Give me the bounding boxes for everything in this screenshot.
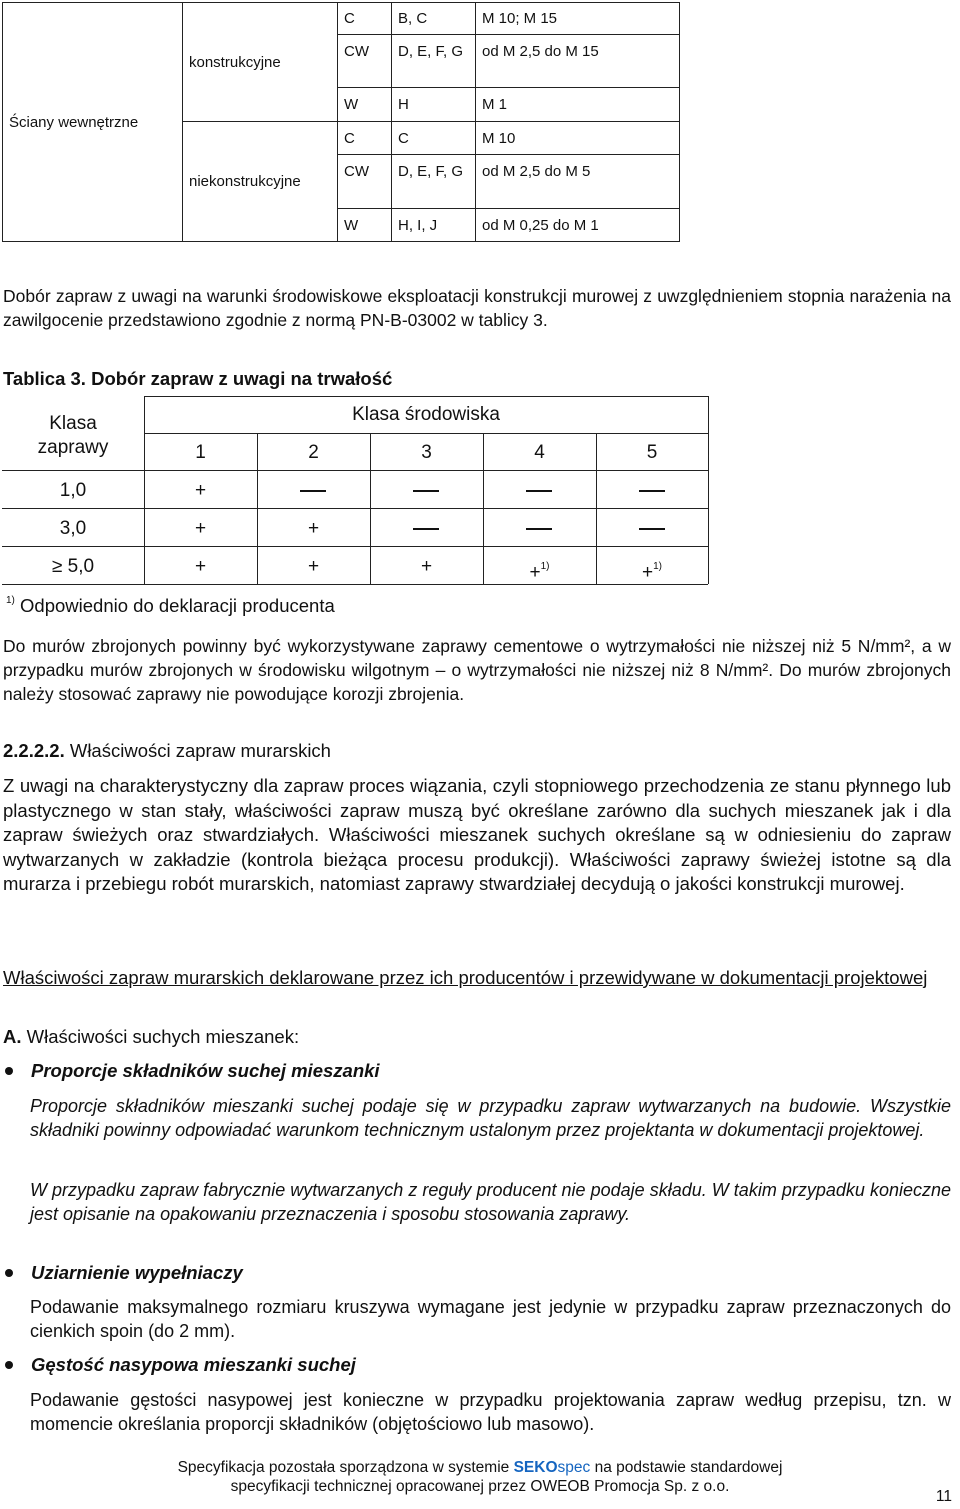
env-col-header: 2 [308,442,319,463]
table-cell: + [307,556,320,577]
sekospec-logo [514,1459,591,1476]
section-number: 2.2.2.2. [3,740,65,761]
table-cell: CW [338,155,392,209]
dash-mark [413,528,439,530]
bullet-paragraph: Podawanie maksymalnego rozmiaru kruszywa wymagane jest jedynie w przypadku zapraw przeznaczonych do cienkich spoin (do 2 mm). [30,1297,951,1341]
table-rule [144,396,708,397]
footnote-mark: 1) [6,595,15,606]
table-rule [2,508,708,509]
table-cell: C [338,122,392,155]
table-rule [2,546,708,547]
bullet-icon [5,1269,13,1277]
footer-text: na podstawie standardowej [594,1459,783,1476]
table-cell: D, E, F, G [392,155,476,209]
bullet-icon [5,1361,13,1369]
table-rule [2,584,708,585]
dash-mark [639,528,665,530]
row-label: 3,0 [59,518,87,539]
footer-text: Specyfikacja pozostała sporządzona w systemie [177,1459,510,1476]
declared-properties-heading: Właściwości zapraw murarskich deklarowane przez ich producentów i przewidywane w dokumentacji projektowej [3,967,928,988]
dash-mark [526,490,552,492]
table3-caption: Tablica 3. Dobór zapraw z uwagi na trwałość [3,368,393,389]
table-cell: M 10 [476,122,680,155]
table-cell: od M 2,5 do M 5 [476,155,680,209]
group-name-cell: niekonstrukcyjne [183,122,338,242]
row-label: ≥ 5,0 [51,556,95,577]
table-cell: M 10; M 15 [476,3,680,35]
env-col-header: 5 [646,442,658,463]
subsection-heading [3,1026,299,1048]
footnote-ref: 1) [653,561,662,572]
table-cell: C [338,3,392,35]
page-number: 11 [935,1488,952,1505]
table-rule [708,396,709,584]
subsection-letter: A. [3,1026,22,1047]
header-class-cell: Klasa zaprawy [37,413,109,458]
footnote-text: Odpowiednio do deklaracji producenta [20,595,335,616]
table-cell: + [307,518,320,539]
durability-table [2,396,708,590]
intro-paragraph: Dobór zapraw z uwagi na warunki środowiskowe eksploatacji konstrukcji murowej z uwzględnieniem stopnia narażenia na zawilgocenie przedstawiono zgodnie z normą PN-B-03002 w tablicy 3. [3,286,951,330]
section-title: Właściwości zapraw murarskich [69,740,331,761]
table-cell: C [392,122,476,155]
table-cell: W [338,88,392,122]
dash-mark [300,490,326,492]
env-col-header: 1 [195,442,206,463]
table-cell: od M 2,5 do M 15 [476,35,680,88]
bullet-title: Proporcje składników suchej mieszanki [31,1060,380,1081]
bullet-paragraph: Proporcje składników mieszanki suchej podaje się w przypadku zapraw wytwarzanych na budowie. Wszystkie składniki powinny odpowiadać warunkom technicznym ustalonym przez projektanta w dokumentacji projektowej. [30,1096,951,1140]
logo-seko: SEKO [513,1459,558,1476]
bullet-title: Gęstość nasypowa mieszanki suchej [31,1354,356,1375]
table-cell: + [194,480,207,501]
bullet-title: Uziarnienie wypełniaczy [31,1262,243,1283]
table-cell: B, C [392,3,476,35]
bullet-paragraph: Podawanie gęstości nasypowej jest konieczne w przypadku projektowania zapraw według przepisu, tzn. w momencie określania proporcji składników (objętościowo lub masowo). [30,1390,951,1434]
footer-line-1 [0,1458,960,1478]
table-cell: + [194,518,207,539]
section-paragraph: Z uwagi na charakterystyczny dla zapraw proces wiązania, czyli stopniowego przechodzenia ze stanu płynnego lub plastycznego w stan stały, właściwości zapraw muszą być określane zarówno dla suchych mieszanek jak i dla zapraw świeżych oraz stwardziałych. Właściwości mieszanek suchych określane są w odniesieniu do zapraw wytwarzanych w zakładzie (kontrola bieżąca procesu produkcji). Właściwości zaprawy świeżej istotne są dla murarza i przebiegu robót murarskich, natomiast zaprawy stwardziałej decydują o jakości konstrukcji murowej. [3,775,951,894]
table3-footnote [6,595,335,617]
dash-mark [639,490,665,492]
bullet-paragraph: W przypadku zapraw fabrycznie wytwarzanych z reguły producent nie podaje składu. W takim przypadku konieczne jest opisanie na opakowaniu przeznaczenia i sposobu stosowania zaprawy. [30,1180,951,1224]
dash-mark [413,490,439,492]
wall-mortar-table [2,2,680,242]
section-heading [3,740,331,762]
footer-line-2: specyfikacji technicznej opracowanej przez OWEOB Promocja Sp. z o.o. [230,1478,730,1495]
table-cell: + [194,556,207,577]
table-cell: CW [338,35,392,88]
table-cell: +$^{1)}$ [529,561,550,583]
table-cell: H [392,88,476,122]
table-cell: M 1 [476,88,680,122]
subsection-title: Właściwości suchych mieszanek: [26,1026,300,1047]
row-label: 1,0 [59,480,87,501]
logo-spec: spec [557,1459,591,1476]
table-cell: +$^{1)}$ [641,561,662,583]
wall-category-cell: Ściany wewnętrzne [3,3,183,242]
table-cell: D, E, F, G [392,35,476,88]
dash-mark [526,528,552,530]
header-env-cell: Klasa środowiska [352,404,500,425]
table-cell: od M 0,25 do M 1 [476,209,680,242]
table-rule [144,433,708,434]
reinforced-paragraph: Do murów zbrojonych powinny być wykorzystywane zaprawy cementowe o wytrzymałości nie niższej niż 5 N/mm², a w przypadku murów zbrojonych w środowisku wilgotnym – o wytrzymałości nie niższej niż 8 N/mm². Do murów zbrojonych należy stosować zaprawy nie powodujące korozji zbrojenia. [3,636,951,704]
table-cell: W [338,209,392,242]
bullet-icon [5,1067,13,1075]
env-col-header: 3 [421,442,432,463]
table-cell: H, I, J [392,209,476,242]
group-name-cell: konstrukcyjne [183,3,338,122]
table-cell: + [420,556,433,577]
table-rule [2,470,708,471]
env-col-header: 4 [534,442,545,463]
footnote-ref: 1) [540,561,550,572]
